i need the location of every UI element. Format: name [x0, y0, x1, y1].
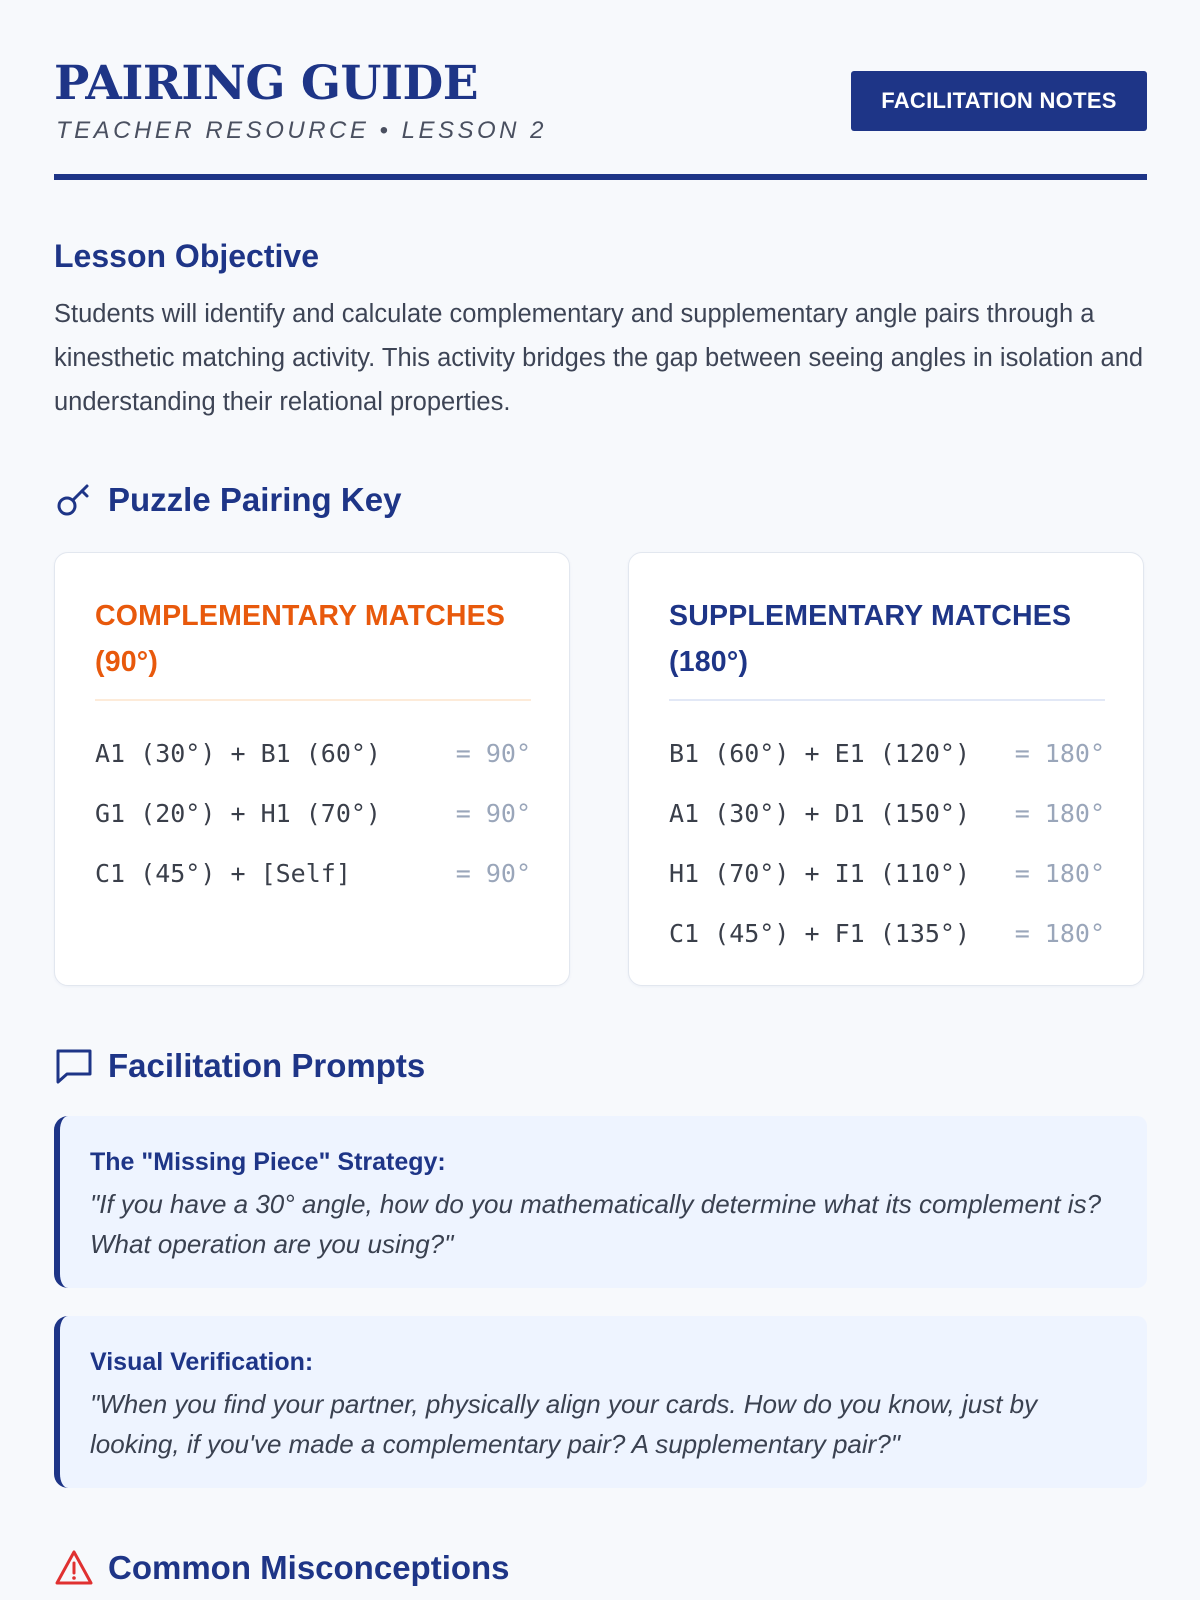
match-pair: G1 (20°) + H1 (70°)	[95, 798, 381, 828]
match-sum: = 90°	[455, 738, 531, 768]
match-sum: = 180°	[1014, 738, 1105, 768]
match-sum: = 90°	[455, 858, 531, 888]
match-sum: = 90°	[455, 798, 531, 828]
speech-bubble-icon	[54, 1046, 94, 1086]
match-sum: = 180°	[1014, 858, 1105, 888]
supplementary-match-list	[669, 723, 1105, 963]
key-icon	[54, 480, 94, 520]
facilitation-prompt-card	[54, 1316, 1147, 1488]
facilitation-prompt-card	[54, 1116, 1147, 1288]
common-misconceptions-heading	[54, 1548, 510, 1588]
lesson-objective-text: Students will identify and calculate complementary and supplementary angle pairs through a kinesthetic matching activity. This activity bridges the gap between seeing angles in isolation and understanding their relational properties.	[54, 300, 1144, 416]
match-row	[95, 783, 531, 843]
match-row	[95, 723, 531, 783]
complementary-matches-title: COMPLEMENTARY MATCHES (90°)	[95, 600, 506, 678]
supplementary-matches-card	[628, 552, 1144, 986]
match-sum: = 180°	[1014, 798, 1105, 828]
match-row	[669, 903, 1105, 963]
match-pair: H1 (70°) + I1 (110°)	[669, 858, 971, 888]
puzzle-pairing-key-heading	[54, 480, 401, 520]
match-pair: C1 (45°) + F1 (135°)	[669, 918, 971, 948]
match-sum: = 180°	[1014, 918, 1105, 948]
match-pair: A1 (30°) + D1 (150°)	[669, 798, 971, 828]
prompt-quote: "If you have a 30° angle, how do you mathematically determine what its complement is? What operation are you using?"	[90, 1189, 1102, 1259]
lesson-objective-heading: Lesson Objective	[54, 238, 319, 274]
puzzle-pairing-key-label: Puzzle Pairing Key	[108, 481, 402, 518]
match-row	[669, 723, 1105, 783]
page-title: PAIRING GUIDE	[54, 56, 479, 111]
complementary-matches-card	[54, 552, 570, 986]
warning-icon	[54, 1548, 94, 1588]
match-pair: C1 (45°) + [Self]	[95, 858, 351, 888]
match-pair: A1 (30°) + B1 (60°)	[95, 738, 381, 768]
common-misconceptions-label: Common Misconceptions	[108, 1549, 510, 1586]
page-subtitle: TEACHER RESOURCE • LESSON 2	[56, 117, 547, 144]
match-pair: B1 (60°) + E1 (120°)	[669, 738, 971, 768]
facilitation-notes-button[interactable]: FACILITATION NOTES	[851, 71, 1147, 131]
page-header	[54, 56, 1147, 180]
complementary-match-list	[95, 723, 531, 903]
card-divider	[669, 699, 1105, 701]
supplementary-matches-title: SUPPLEMENTARY MATCHES (180°)	[669, 600, 1072, 678]
match-row	[95, 843, 531, 903]
header-divider	[54, 174, 1147, 180]
card-divider	[95, 699, 531, 701]
match-row	[669, 843, 1105, 903]
facilitation-prompts-heading	[54, 1046, 425, 1086]
facilitation-prompts-label: Facilitation Prompts	[108, 1047, 426, 1084]
prompt-title: Visual Verification:	[90, 1348, 314, 1376]
prompt-title: The "Missing Piece" Strategy:	[90, 1148, 446, 1176]
prompt-quote: "When you find your partner, physically align your cards. How do you know, just by looking, if you've made a complementary pair? A supplementary pair?"	[90, 1389, 1038, 1459]
match-row	[669, 783, 1105, 843]
